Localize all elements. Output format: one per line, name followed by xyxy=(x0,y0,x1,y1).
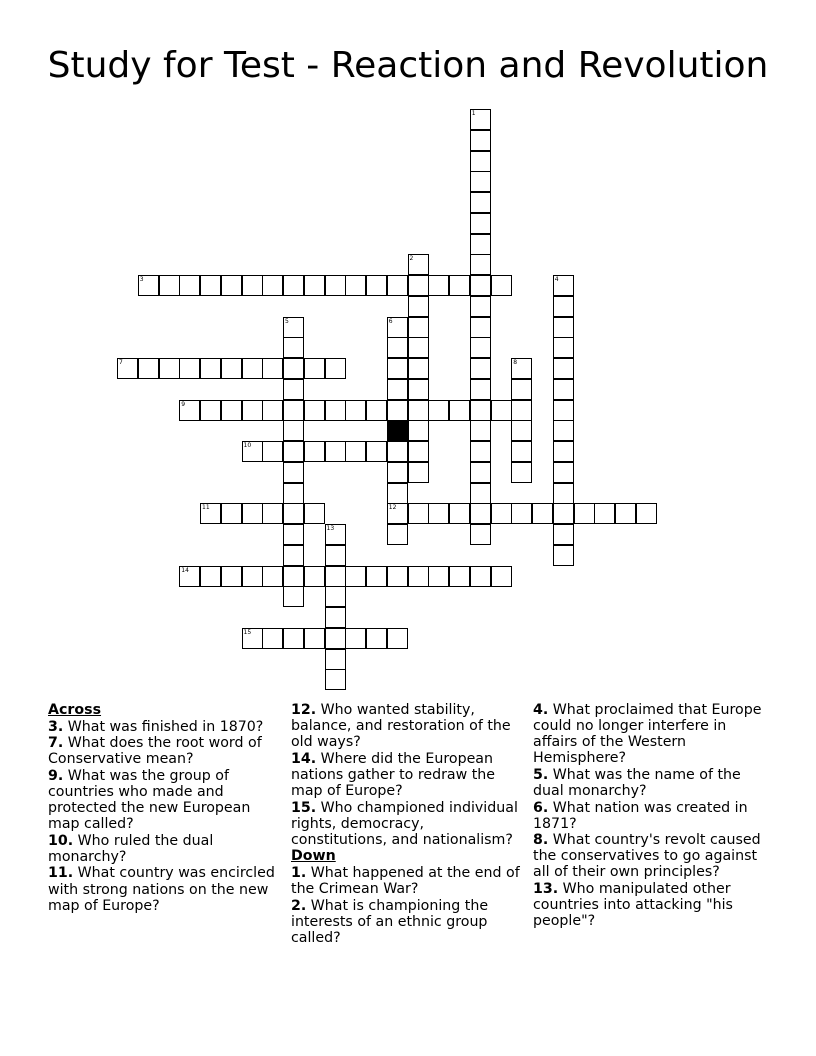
grid-cell[interactable] xyxy=(428,275,449,296)
grid-cell[interactable] xyxy=(283,441,304,462)
grid-cell[interactable] xyxy=(470,296,491,317)
grid-cell[interactable] xyxy=(553,400,574,421)
grid-cell[interactable] xyxy=(470,483,491,504)
grid-cell[interactable] xyxy=(304,566,325,587)
cell-number: 14 xyxy=(181,566,189,574)
clue-across-12: 12. Who wanted stability, balance, and restoration of the old ways? xyxy=(291,702,511,751)
grid-cell[interactable] xyxy=(449,275,470,296)
grid-cell[interactable] xyxy=(387,400,408,421)
grid-cell[interactable] xyxy=(511,400,532,421)
grid-cell[interactable] xyxy=(138,358,159,379)
grid-cell[interactable] xyxy=(553,317,574,338)
grid-cell[interactable] xyxy=(325,358,346,379)
grid-cell[interactable] xyxy=(366,441,387,462)
grid-cell[interactable] xyxy=(325,566,346,587)
grid-cell[interactable] xyxy=(200,358,221,379)
clue-across-3: 3. What was finished in 1870? xyxy=(48,718,264,735)
grid-cell[interactable] xyxy=(262,441,283,462)
grid-cell[interactable] xyxy=(242,400,263,421)
grid-cell[interactable] xyxy=(242,441,263,462)
grid-cell[interactable] xyxy=(491,275,512,296)
clue-across-11: 11. What country was encircled with strong nations on the new map of Europe? xyxy=(48,865,275,914)
grid-cell[interactable] xyxy=(283,317,304,338)
grid-cell[interactable] xyxy=(553,503,574,524)
cell-number: 12 xyxy=(388,504,397,512)
grid-cell[interactable] xyxy=(553,275,574,296)
grid-cell[interactable] xyxy=(511,379,532,400)
grid-cell[interactable] xyxy=(553,524,574,545)
grid-cell[interactable] xyxy=(325,524,346,545)
grid-cell[interactable] xyxy=(262,628,283,649)
grid-cell[interactable] xyxy=(387,441,408,462)
grid-cell[interactable] xyxy=(511,441,532,462)
grid-cell[interactable] xyxy=(470,109,491,130)
clue-down-8: 8. What country's revolt caused the conservatives to go against all of their own principles? xyxy=(533,832,761,881)
grid-cell[interactable] xyxy=(511,358,532,379)
grid-cell[interactable] xyxy=(283,483,304,504)
grid-cell[interactable] xyxy=(262,566,283,587)
grid-cell[interactable] xyxy=(387,462,408,483)
grid-cell[interactable] xyxy=(408,441,429,462)
grid-cell[interactable] xyxy=(408,400,429,421)
grid-cell[interactable] xyxy=(470,379,491,400)
clue-down-2: 2. What is championing the interests of an ethnic group called? xyxy=(291,897,489,946)
grid-cell[interactable] xyxy=(345,566,366,587)
clue-down-5: 5. What was the name of the dual monarchy? xyxy=(533,766,741,799)
grid-cell[interactable] xyxy=(283,566,304,587)
cell-number: 6 xyxy=(388,317,393,325)
grid-cell[interactable] xyxy=(325,586,346,607)
grid-cell[interactable] xyxy=(553,358,574,379)
grid-cell[interactable] xyxy=(553,337,574,358)
grid-cell[interactable] xyxy=(200,503,221,524)
grid-cell[interactable] xyxy=(283,545,304,566)
grid-cell[interactable] xyxy=(470,524,491,545)
grid-cell[interactable] xyxy=(594,503,615,524)
grid-cell[interactable] xyxy=(325,275,346,296)
grid-cell[interactable] xyxy=(408,503,429,524)
grid-cell[interactable] xyxy=(470,400,491,421)
grid-cell[interactable] xyxy=(408,296,429,317)
grid-cell[interactable] xyxy=(387,379,408,400)
grid-cell[interactable] xyxy=(553,420,574,441)
grid-cell[interactable] xyxy=(283,462,304,483)
clue-across-14: 14. Where did the European nations gather to redraw the map of Europe? xyxy=(291,750,496,799)
grid-cell[interactable] xyxy=(470,151,491,172)
grid-cell[interactable] xyxy=(511,420,532,441)
grid-cell[interactable] xyxy=(470,566,491,587)
cell-number: 7 xyxy=(119,359,123,366)
grid-cell[interactable] xyxy=(470,275,491,296)
grid-cell[interactable] xyxy=(470,317,491,338)
grid-cell[interactable] xyxy=(366,275,387,296)
grid-cell[interactable] xyxy=(325,649,346,670)
grid-cell[interactable] xyxy=(262,400,283,421)
grid-cell[interactable] xyxy=(345,400,366,421)
grid-cell[interactable] xyxy=(159,358,180,379)
down-heading: Down xyxy=(291,848,336,865)
grid-cell[interactable] xyxy=(532,503,553,524)
grid-cell[interactable] xyxy=(345,441,366,462)
clue-across-10: 10. Who ruled the dual monarchy? xyxy=(48,832,214,865)
grid-cell[interactable] xyxy=(221,400,242,421)
grid-cell[interactable] xyxy=(449,566,470,587)
grid-cell[interactable] xyxy=(179,400,200,421)
grid-cell[interactable] xyxy=(470,213,491,234)
grid-cell[interactable] xyxy=(408,566,429,587)
clue-across-7: 7. What does the root word of Conservative mean? xyxy=(48,735,262,768)
grid-cell[interactable] xyxy=(553,296,574,317)
cell-number: 10 xyxy=(243,442,252,449)
cell-number: 13 xyxy=(326,525,335,532)
grid-cell[interactable] xyxy=(553,379,574,400)
black-cell xyxy=(387,420,408,441)
grid-cell[interactable] xyxy=(325,628,346,649)
clue-down-13: 13. Who manipulated other countries into attacking "his people"? xyxy=(533,881,733,930)
grid-cell[interactable] xyxy=(470,441,491,462)
clue-across-15: 15. Who championed individual rights, democracy, constitutions, and nationalism? xyxy=(291,799,518,848)
grid-cell[interactable] xyxy=(387,566,408,587)
grid-cell[interactable] xyxy=(304,275,325,296)
grid-cell[interactable] xyxy=(408,254,429,275)
grid-cell[interactable] xyxy=(408,275,429,296)
grid-cell[interactable] xyxy=(470,192,491,213)
grid-cell[interactable] xyxy=(242,275,263,296)
grid-cell[interactable] xyxy=(470,254,491,275)
grid-cell[interactable] xyxy=(138,275,159,296)
grid-cell[interactable] xyxy=(325,545,346,566)
grid-cell[interactable] xyxy=(221,503,242,524)
grid-cell[interactable] xyxy=(408,358,429,379)
grid-cell[interactable] xyxy=(304,503,325,524)
grid-cell[interactable] xyxy=(179,566,200,587)
cell-number: 2 xyxy=(409,255,414,263)
grid-cell[interactable] xyxy=(283,420,304,441)
grid-cell[interactable] xyxy=(325,441,346,462)
grid-cell[interactable] xyxy=(387,483,408,504)
grid-cell[interactable] xyxy=(408,420,429,441)
grid-cell[interactable] xyxy=(283,628,304,649)
grid-cell[interactable] xyxy=(408,379,429,400)
clue-down-4: 4. What proclaimed that Europe could no longer interfere in affairs of the Western Hemisphere? xyxy=(533,702,762,767)
grid-cell[interactable] xyxy=(200,400,221,421)
grid-cell[interactable] xyxy=(491,400,512,421)
grid-cell[interactable] xyxy=(179,275,200,296)
grid-cell[interactable] xyxy=(345,628,366,649)
cell-number: 9 xyxy=(181,400,186,408)
grid-cell[interactable] xyxy=(408,337,429,358)
clue-down-1: 1. What happened at the end of the Crimean War? xyxy=(291,864,520,898)
grid-cell[interactable] xyxy=(615,503,636,524)
grid-cell[interactable] xyxy=(553,483,574,504)
grid-cell[interactable] xyxy=(470,358,491,379)
grid-cell[interactable] xyxy=(470,462,491,483)
clues-column-1 xyxy=(48,702,280,914)
grid-cell[interactable] xyxy=(366,566,387,587)
grid-cell[interactable] xyxy=(304,358,325,379)
cell-number: 8 xyxy=(513,359,518,366)
cell-number: 5 xyxy=(285,317,289,325)
grid-cell[interactable] xyxy=(491,503,512,524)
grid-cell[interactable] xyxy=(470,130,491,151)
grid-cell[interactable] xyxy=(345,275,366,296)
cell-number: 15 xyxy=(243,628,252,636)
grid-cell[interactable] xyxy=(325,607,346,628)
grid-cell[interactable] xyxy=(242,566,263,587)
grid-cell[interactable] xyxy=(387,503,408,524)
grid-cell[interactable] xyxy=(470,503,491,524)
grid-cell[interactable] xyxy=(242,358,263,379)
across-heading: Across xyxy=(48,702,102,718)
grid-cell[interactable] xyxy=(179,358,200,379)
grid-cell[interactable] xyxy=(387,275,408,296)
grid-cell[interactable] xyxy=(283,503,304,524)
grid-cell[interactable] xyxy=(511,462,532,483)
grid-cell[interactable] xyxy=(221,275,242,296)
grid-cell[interactable] xyxy=(387,317,408,338)
grid-cell[interactable] xyxy=(283,400,304,421)
cell-number: 4 xyxy=(554,276,559,283)
grid-cell[interactable] xyxy=(262,503,283,524)
grid-cell[interactable] xyxy=(387,337,408,358)
grid-cell[interactable] xyxy=(387,524,408,545)
grid-cell[interactable] xyxy=(283,358,304,379)
grid-cell[interactable] xyxy=(470,337,491,358)
grid-cell[interactable] xyxy=(325,669,346,690)
grid-cell[interactable] xyxy=(553,545,574,566)
grid-cell[interactable] xyxy=(262,275,283,296)
grid-cell[interactable] xyxy=(366,400,387,421)
grid-cell[interactable] xyxy=(449,400,470,421)
grid-cell[interactable] xyxy=(408,317,429,338)
grid-cell[interactable] xyxy=(283,379,304,400)
grid-cell[interactable] xyxy=(408,462,429,483)
grid-cell[interactable] xyxy=(242,628,263,649)
clues-column-3 xyxy=(533,702,765,930)
grid-cell[interactable] xyxy=(470,420,491,441)
grid-cell[interactable] xyxy=(553,462,574,483)
grid-cell[interactable] xyxy=(387,358,408,379)
grid-cell[interactable] xyxy=(449,503,470,524)
grid-cell[interactable] xyxy=(470,171,491,192)
cell-number: 11 xyxy=(202,504,210,512)
clue-down-6: 6. What nation was created in 1871? xyxy=(533,799,748,832)
grid-cell[interactable] xyxy=(242,503,263,524)
grid-cell[interactable] xyxy=(304,628,325,649)
grid-cell[interactable] xyxy=(221,358,242,379)
grid-cell[interactable] xyxy=(428,503,449,524)
grid-cell[interactable] xyxy=(470,234,491,255)
grid-cell[interactable] xyxy=(283,337,304,358)
grid-cell[interactable] xyxy=(117,358,138,379)
grid-cell[interactable] xyxy=(200,275,221,296)
grid-cell[interactable] xyxy=(283,586,304,607)
grid-cell[interactable] xyxy=(491,566,512,587)
clues-column-2 xyxy=(291,702,523,946)
grid-cell[interactable] xyxy=(366,628,387,649)
clue-across-9: 9. What was the group of countries who made and protected the new European map called? xyxy=(48,767,251,833)
grid-cell[interactable] xyxy=(428,566,449,587)
grid-cell[interactable] xyxy=(574,503,595,524)
cell-number: 3 xyxy=(139,276,144,283)
grid-cell[interactable] xyxy=(387,628,408,649)
grid-cell[interactable] xyxy=(283,524,304,545)
grid-cell[interactable] xyxy=(304,441,325,462)
grid-cell[interactable] xyxy=(636,503,657,524)
puzzle-title: Study for Test - Reaction and Revolution xyxy=(47,45,769,86)
grid-cell[interactable] xyxy=(325,400,346,421)
grid-cell[interactable] xyxy=(511,503,532,524)
grid-cell[interactable] xyxy=(283,275,304,296)
grid-cell[interactable] xyxy=(262,358,283,379)
grid-cell[interactable] xyxy=(428,400,449,421)
cell-number: 1 xyxy=(471,110,476,117)
grid-cell[interactable] xyxy=(200,566,221,587)
grid-cell[interactable] xyxy=(304,400,325,421)
grid-cell[interactable] xyxy=(553,441,574,462)
grid-cell[interactable] xyxy=(159,275,180,296)
grid-cell[interactable] xyxy=(221,566,242,587)
